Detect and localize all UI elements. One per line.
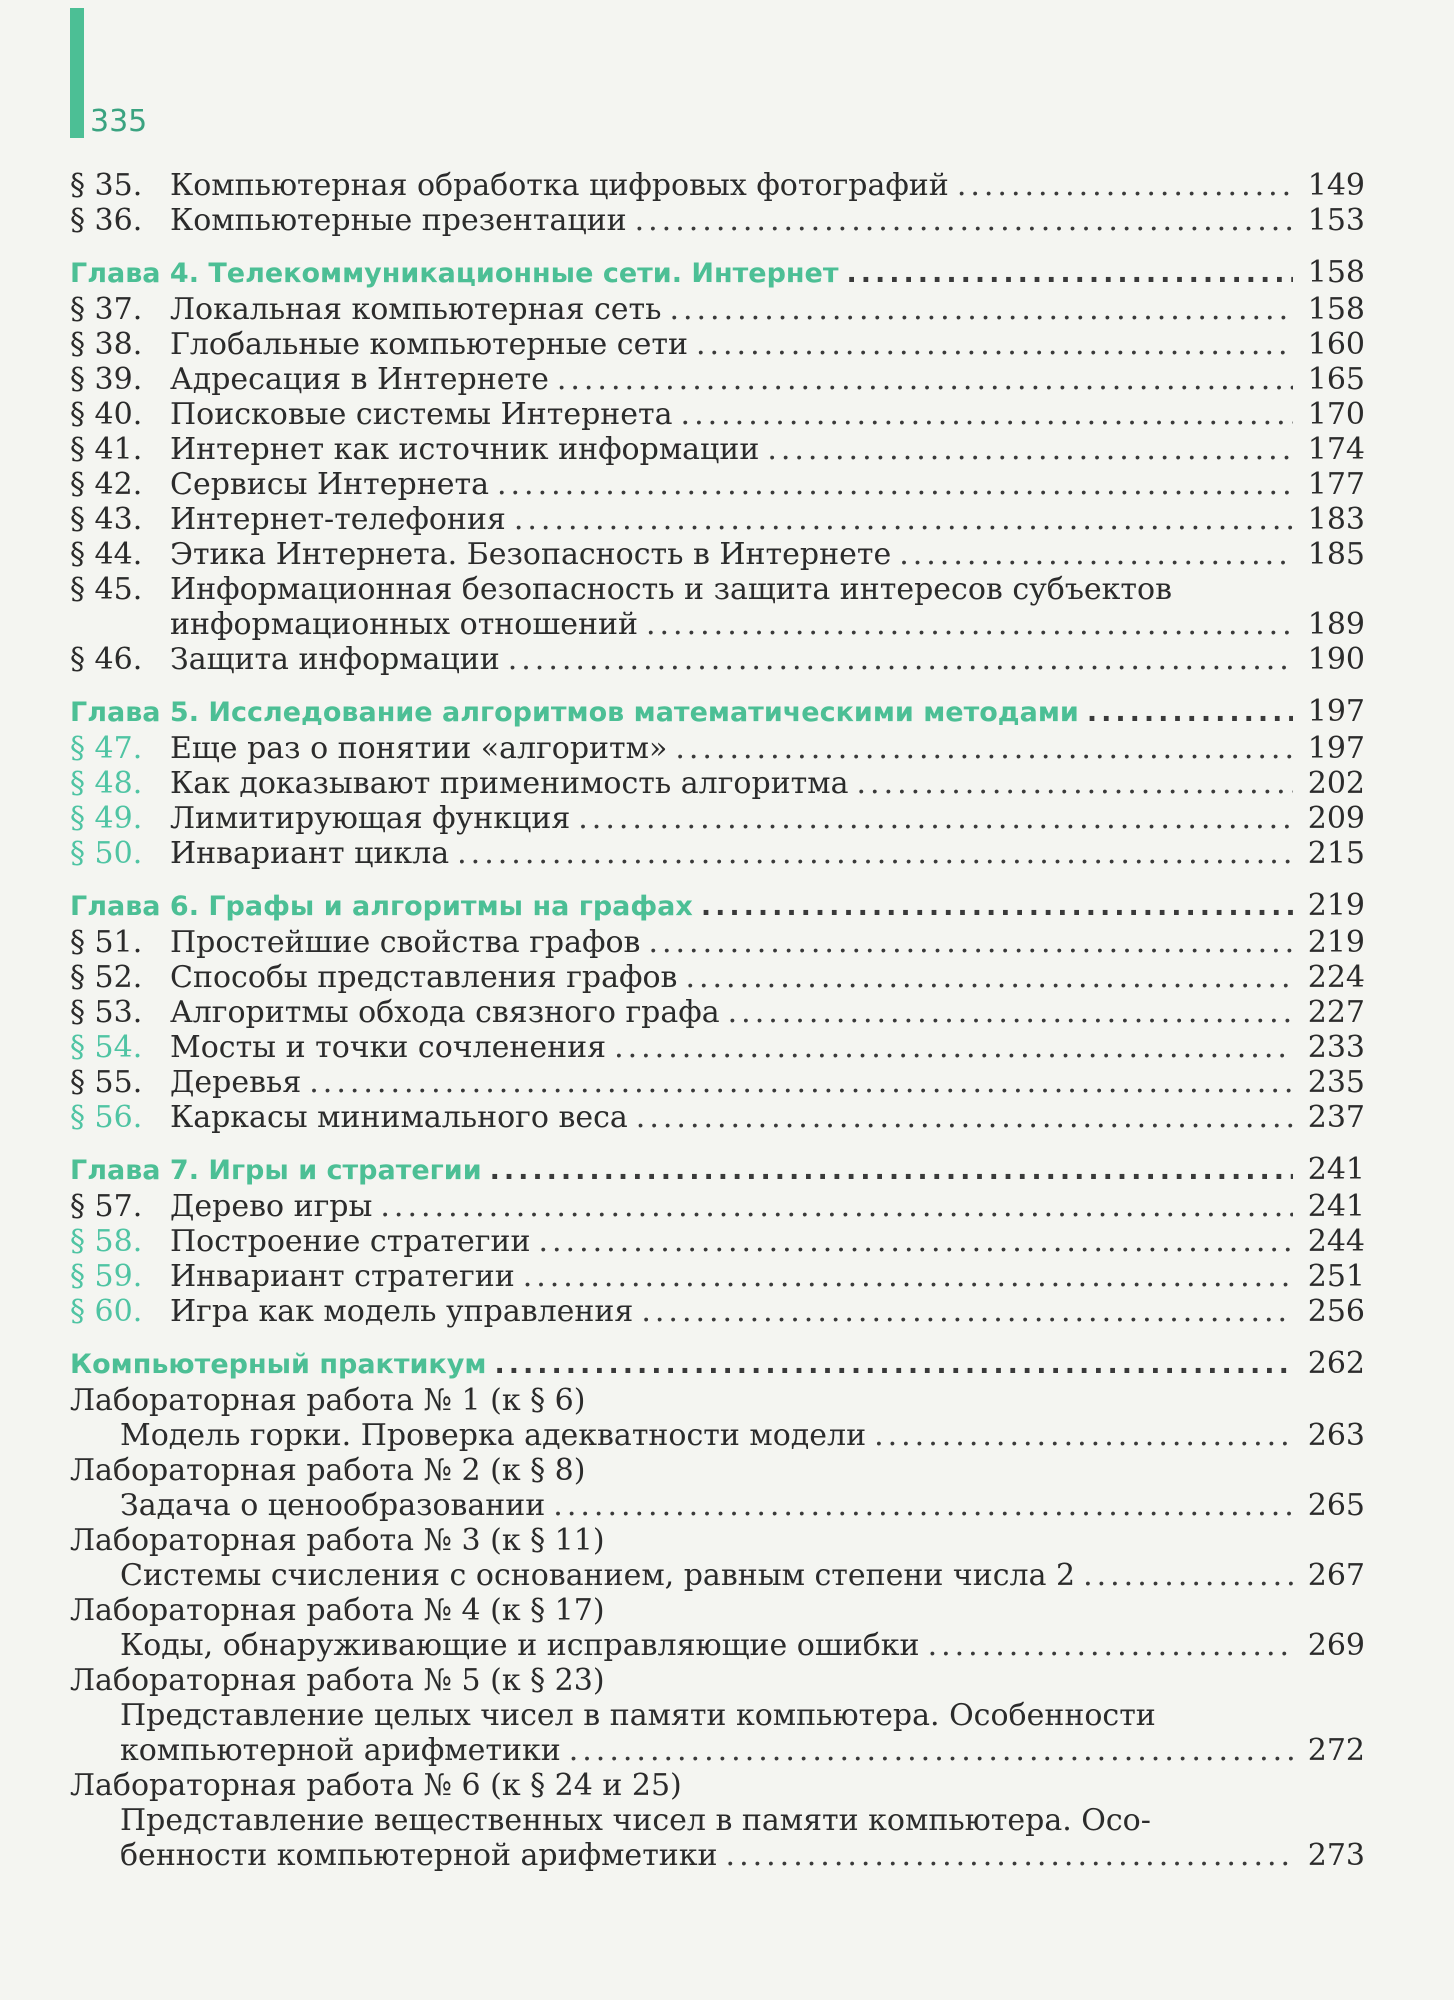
leader-dots [490, 1153, 1293, 1188]
toc-row-s48 [70, 766, 1365, 801]
page-ref: 265 [1307, 1488, 1365, 1523]
page-ref: 251 [1307, 1259, 1365, 1294]
section-title: Адресация в Интернете [170, 362, 549, 397]
section-number: § 52. [70, 960, 143, 995]
leader-dots [957, 168, 1293, 203]
leader-dots [1083, 1558, 1293, 1593]
lab-subtitle-continued: компьютерной арифметики [120, 1733, 561, 1768]
page-number: 335 [90, 104, 148, 139]
leader-dots [553, 1488, 1293, 1523]
section-number: § 50. [70, 836, 143, 871]
toc-row-s38 [70, 327, 1365, 362]
section-title: Мосты и точки сочленения [170, 1030, 607, 1065]
section-number: § 54. [70, 1030, 143, 1065]
lab-1-subtitle [70, 1418, 1365, 1453]
leader-dots [685, 960, 1293, 995]
leader-dots [669, 292, 1293, 327]
lab-3-subtitle [70, 1558, 1365, 1593]
lab-6-subtitle-line2 [70, 1838, 1365, 1873]
page-ref: 219 [1307, 925, 1365, 960]
page-ref: 215 [1307, 836, 1365, 871]
chapter-4-heading [70, 255, 1365, 290]
section-title: Способы представления графов [170, 960, 678, 995]
section-title: Инвариант стратегии [170, 1259, 515, 1294]
toc-row-s60 [70, 1294, 1365, 1329]
section-number: § 35. [70, 168, 143, 203]
section-number: § 40. [70, 397, 143, 432]
section-title: Защита информации [170, 642, 500, 677]
toc-row-s45-line1 [70, 572, 1365, 607]
page-ref: 209 [1307, 801, 1365, 836]
page-ref: 267 [1307, 1558, 1365, 1593]
leader-dots [636, 1100, 1293, 1135]
leader-dots [497, 467, 1293, 502]
page-ref: 160 [1307, 327, 1365, 362]
lab-5-heading [70, 1663, 1365, 1698]
section-title: Простейшие свойства графов [170, 925, 641, 960]
leader-dots [701, 889, 1293, 924]
section-number: § 59. [70, 1259, 143, 1294]
toc-row-s54 [70, 1030, 1365, 1065]
toc-row-s41 [70, 432, 1365, 467]
leader-dots [557, 362, 1293, 397]
chapter-7-heading [70, 1152, 1365, 1187]
page-ref: 241 [1307, 1152, 1365, 1187]
section-number: § 43. [70, 502, 143, 537]
toc-row-s45-line2 [70, 607, 1365, 642]
lab-6-heading [70, 1768, 1365, 1803]
page-ref: 263 [1307, 1418, 1365, 1453]
lab-title: Лабораторная работа № 3 (к § 11) [70, 1523, 605, 1558]
section-title: Игра как модель управления [170, 1294, 634, 1329]
leader-dots [641, 1294, 1293, 1329]
lab-4-subtitle [70, 1628, 1365, 1663]
section-title: Сервисы Интернета [170, 467, 489, 502]
leader-dots [614, 1030, 1293, 1065]
chapter-title: Компьютерный практикум [70, 1349, 487, 1380]
lab-subtitle: Задача о ценообразовании [120, 1488, 546, 1523]
leader-dots [1087, 695, 1293, 730]
section-number: § 36. [70, 203, 143, 238]
section-number: § 39. [70, 362, 143, 397]
section-title: Деревья [170, 1065, 302, 1100]
leader-dots [514, 502, 1293, 537]
lab-subtitle: Системы счисления с основанием, равным степени числа 2 [120, 1558, 1076, 1593]
toc-row-s52 [70, 960, 1365, 995]
section-title: Инвариант цикла [170, 836, 450, 871]
section-number: § 37. [70, 292, 143, 327]
chapter-title: Глава 4. Телекоммуникационные сети. Интернет [70, 258, 839, 289]
section-number: § 53. [70, 995, 143, 1030]
toc-row-s58 [70, 1224, 1365, 1259]
toc-row-s57 [70, 1189, 1365, 1224]
chapter-title: Глава 7. Игры и стратегии [70, 1155, 482, 1186]
toc-row-s43 [70, 502, 1365, 537]
page-ref: 219 [1307, 888, 1365, 923]
section-title: Каркасы минимального веса [170, 1100, 628, 1135]
leader-dots [494, 1347, 1293, 1382]
leader-dots [309, 1065, 1293, 1100]
page-color-bar [70, 8, 84, 138]
lab-3-heading [70, 1523, 1365, 1558]
section-number: § 41. [70, 432, 143, 467]
section-number: § 46. [70, 642, 143, 677]
leader-dots [675, 731, 1293, 766]
leader-dots [696, 327, 1293, 362]
toc-row-s46 [70, 642, 1365, 677]
leader-dots [847, 256, 1293, 291]
leader-dots [380, 1189, 1293, 1224]
leader-dots [569, 1733, 1293, 1768]
page-ref: 197 [1307, 694, 1365, 729]
leader-dots [928, 1628, 1293, 1663]
toc-row-s56 [70, 1100, 1365, 1135]
page-ref: 158 [1307, 255, 1365, 290]
toc-row-s49 [70, 801, 1365, 836]
page-ref: 269 [1307, 1628, 1365, 1663]
lab-subtitle: Представление целых чисел в памяти компьютера. Особенности [120, 1698, 1156, 1733]
section-title: Как доказывают применимость алгоритма [170, 766, 849, 801]
page-ref: 197 [1307, 731, 1365, 766]
section-title: Поисковые системы Интернета [170, 397, 673, 432]
page-ref: 256 [1307, 1294, 1365, 1329]
chapter-5-heading [70, 694, 1365, 729]
section-number: § 58. [70, 1224, 143, 1259]
lab-4-heading [70, 1593, 1365, 1628]
section-title: Интернет как источник информации [170, 432, 760, 467]
table-of-contents [70, 168, 1365, 1873]
toc-row-s40 [70, 397, 1365, 432]
page-ref: 241 [1307, 1189, 1365, 1224]
page-ref: 237 [1307, 1100, 1365, 1135]
section-title: Построение стратегии [170, 1224, 531, 1259]
lab-6-subtitle-line1 [70, 1803, 1365, 1838]
section-title: Еще раз о понятии «алгоритм» [170, 731, 668, 766]
lab-title: Лабораторная работа № 4 (к § 17) [70, 1593, 605, 1628]
section-number: § 42. [70, 467, 143, 502]
page-ref: 235 [1307, 1065, 1365, 1100]
lab-subtitle: Модель горки. Проверка адекватности модели [120, 1418, 867, 1453]
lab-title: Лабораторная работа № 6 (к § 24 и 25) [70, 1768, 682, 1803]
section-number: § 49. [70, 801, 143, 836]
leader-dots [646, 607, 1293, 642]
page-ref: 189 [1307, 607, 1365, 642]
page-ref: 202 [1307, 766, 1365, 801]
page-ref: 224 [1307, 960, 1365, 995]
page-ref: 165 [1307, 362, 1365, 397]
toc-row-s36 [70, 203, 1365, 238]
page-ref: 273 [1307, 1838, 1365, 1873]
lab-1-heading [70, 1383, 1365, 1418]
toc-row-s47 [70, 731, 1365, 766]
section-title: Локальная компьютерная сеть [170, 292, 662, 327]
section-number: § 45. [70, 572, 143, 607]
page-ref: 158 [1307, 292, 1365, 327]
toc-row-s42 [70, 467, 1365, 502]
lab-5-subtitle-line2 [70, 1733, 1365, 1768]
section-number: § 51. [70, 925, 143, 960]
section-number: § 38. [70, 327, 143, 362]
toc-row-s37 [70, 292, 1365, 327]
chapter-6-heading [70, 888, 1365, 923]
toc-row-s53 [70, 995, 1365, 1030]
page-ref: 174 [1307, 432, 1365, 467]
section-title: Этика Интернета. Безопасность в Интернете [170, 537, 892, 572]
section-number: § 44. [70, 537, 143, 572]
lab-subtitle: Коды, обнаруживающие и исправляющие ошибки [120, 1628, 920, 1663]
practicum-heading [70, 1346, 1365, 1381]
leader-dots [578, 801, 1293, 836]
lab-subtitle-continued: бенности компьютерной арифметики [120, 1838, 718, 1873]
page-ref: 244 [1307, 1224, 1365, 1259]
section-title: Интернет-телефония [170, 502, 506, 537]
chapter-title: Глава 6. Графы и алгоритмы на графах [70, 891, 693, 922]
leader-dots [523, 1259, 1293, 1294]
lab-2-heading [70, 1453, 1365, 1488]
page-ref: 185 [1307, 537, 1365, 572]
lab-title: Лабораторная работа № 5 (к § 23) [70, 1663, 605, 1698]
section-title: Лимитирующая функция [170, 801, 571, 836]
section-title: Глобальные компьютерные сети [170, 327, 688, 362]
section-number: § 56. [70, 1100, 143, 1135]
leader-dots [457, 836, 1293, 871]
leader-dots [874, 1418, 1293, 1453]
leader-dots [857, 766, 1293, 801]
section-number: § 48. [70, 766, 143, 801]
section-title: Алгоритмы обхода связного графа [170, 995, 720, 1030]
toc-row-s50 [70, 836, 1365, 871]
page-ref: 262 [1307, 1346, 1365, 1381]
leader-dots [681, 397, 1293, 432]
leader-dots [899, 537, 1293, 572]
section-title: Компьютерные презентации [170, 203, 627, 238]
page-ref: 153 [1307, 203, 1365, 238]
toc-row-s59 [70, 1259, 1365, 1294]
page-ref: 177 [1307, 467, 1365, 502]
section-title: Информационная безопасность и защита интересов субъектов [170, 572, 1172, 607]
toc-row-s55 [70, 1065, 1365, 1100]
section-title: Дерево игры [170, 1189, 373, 1224]
page-ref: 233 [1307, 1030, 1365, 1065]
page-ref: 190 [1307, 642, 1365, 677]
toc-row-s51 [70, 925, 1365, 960]
leader-dots [648, 925, 1293, 960]
section-title: Компьютерная обработка цифровых фотографий [170, 168, 949, 203]
page-ref: 272 [1307, 1733, 1365, 1768]
leader-dots [508, 642, 1293, 677]
leader-dots [767, 432, 1293, 467]
lab-title: Лабораторная работа № 1 (к § 6) [70, 1383, 586, 1418]
leader-dots [538, 1224, 1293, 1259]
lab-title: Лабораторная работа № 2 (к § 8) [70, 1453, 586, 1488]
lab-2-subtitle [70, 1488, 1365, 1523]
chapter-title: Глава 5. Исследование алгоритмов математическими методами [70, 697, 1079, 728]
page-ref: 227 [1307, 995, 1365, 1030]
leader-dots [726, 1838, 1293, 1873]
section-number: § 55. [70, 1065, 143, 1100]
toc-row-s44 [70, 537, 1365, 572]
leader-dots [635, 203, 1293, 238]
section-number: § 57. [70, 1189, 143, 1224]
lab-subtitle: Представление вещественных чисел в памяти компьютера. Осо- [120, 1803, 1151, 1838]
section-title-continued: информационных отношений [170, 607, 638, 642]
page-ref: 183 [1307, 502, 1365, 537]
section-number: § 47. [70, 731, 143, 766]
toc-row-s35 [70, 168, 1365, 203]
leader-dots [728, 995, 1293, 1030]
lab-5-subtitle-line1 [70, 1698, 1365, 1733]
section-number: § 60. [70, 1294, 143, 1329]
page-ref: 170 [1307, 397, 1365, 432]
page-ref: 149 [1307, 168, 1365, 203]
toc-row-s39 [70, 362, 1365, 397]
